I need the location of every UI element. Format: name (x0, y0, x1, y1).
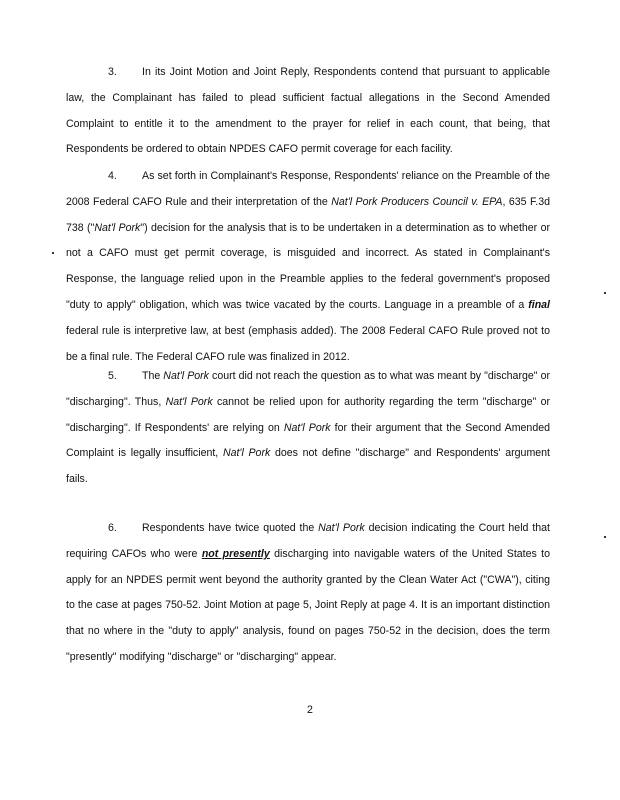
text-segment: cannot be relied upon for authority regarding the term "discharge" or "discharging". If Respondents' are relying on (66, 395, 550, 434)
text-segment: The (142, 370, 164, 382)
paragraph-number: 4. (108, 170, 117, 182)
paragraph-6 (66, 516, 550, 671)
case-short-name: Nat'l Pork (318, 522, 365, 534)
text-segment: As set forth in Complainant's Response, Respondents' reliance on the Preamble of the 2008 Federal CAFO Rule and their interpretation of the (66, 170, 550, 208)
paragraph-4 (66, 164, 550, 370)
paragraph-3 (66, 60, 550, 163)
text-segment: does not define "discharge" and Respondents' argument fails. (66, 447, 550, 486)
paragraph-text: In its Joint Motion and Joint Reply, Respondents contend that pursuant to applicable law, the Complainant has failed to plead sufficient factual allegations in the Second Amended Complaint to entitle it to the amendment to the prayer for relief in each count, that being, that Respondents be ordered to obtain NPDES CAFO permit coverage for each facility. (66, 66, 550, 156)
text-segment: federal rule is interpretive law, at best (emphasis added). The 2008 Federal CAFO Rule proved not to be a final rule. The Federal CAFO rule was finalized in 2012. (66, 324, 550, 363)
text-segment: , 635 F.3d 738 (" (66, 195, 550, 234)
text-segment: court did not reach the question as to what was meant by "discharge" or "discharging". Thus, (66, 370, 550, 408)
text-segment: decision indicating the Court held that requiring CAFOs who were (66, 522, 551, 560)
text-segment: Respondents have twice quoted the (142, 522, 319, 534)
paragraph-number: 6. (108, 522, 117, 534)
paragraph-5 (66, 364, 550, 493)
text-segment: discharging into navigable waters of the United States to apply for an NPDES permit went beyond the authority granted by the Clean Water Act ("CWA"), citing to the case at pages 750-52. Joint Motion at page 5, Joint Reply at page 4. It is an important distinction that no where in the "duty to apply" analysis, found on pages 750-52 in the decision, does the term "presently" modifying "discharge" or "discharging" appear. (66, 547, 550, 663)
text-segment: for their argument that the Second Amended Complaint is legally insufficient, (66, 421, 550, 460)
paragraph-number: 3. (108, 66, 117, 78)
emphasized-word: final (528, 298, 550, 311)
paragraph-number: 5. (108, 370, 117, 382)
case-short-name: Nat'l Pork (163, 370, 209, 382)
text-segment: ") decision for the analysis that is to be undertaken in a determination as to whether or not a CAFO must get permit coverage, is misguided and incorrect. As stated in Complainant's Response, the language relied upon in the Preamble applies to the federal government's proposed "duty to apply" obligation, which was twice vacated by the courts. Language in a preamble of a (66, 221, 550, 311)
scan-speck (604, 292, 606, 294)
case-short-name: Nat'l Pork (222, 447, 271, 460)
case-short-name: Nat'l Pork (165, 395, 213, 408)
page-number: 2 (307, 704, 313, 716)
case-citation: Nat'l Pork Producers Council v. EPA (331, 195, 503, 208)
emphasized-phrase: not presently (201, 547, 270, 560)
case-short-name: Nat'l Pork (283, 421, 331, 434)
scan-speck (52, 252, 54, 254)
scan-speck (604, 536, 606, 538)
case-short-name: Nat'l Pork (94, 221, 141, 234)
